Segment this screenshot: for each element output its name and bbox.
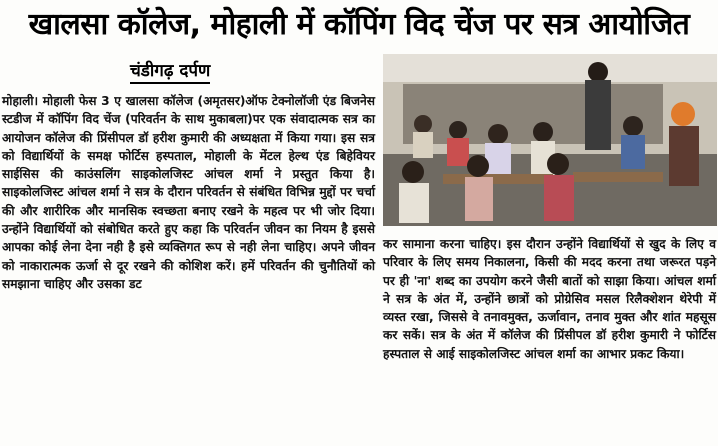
- headline: खालसा कॉलेज, मोहाली में कॉपिंग विद चेंज पर सत्र आयोजित: [28, 7, 690, 42]
- classroom-photo-illustration: [383, 54, 717, 226]
- article-text-left-column: मोहाली। मोहाली फेस 3 ए खालसा कॉलेज (अमृतसर)ऑफ टेक्नोलॉजी एंड बिजनेस स्टडीज में कॉपिंग विद चेंज (परिवर्तन के साथ मुकाबला)पर एक संवादात्मक सत्र का आयोजन कॉलेज की प्रिंसीपल डॉ हरीश कुमारी की अध्यक्षता में किया गया। इस सत्र को विद्यार्थियों के समक्ष फोर्टिस हस्पताल, मोहाली के मेंटल हेल्थ एंड बिहेवियर साईसिस की काउंसलिंग साइकोलजिस्ट आंचल शर्मा ने प्रस्तुत किया है। साइकोलजिस्ट आंचल शर्मा ने सत्र के दौरान परिवर्तन से संबंधित विभिन्न मुद्दों पर चर्चा की और शारीरिक और मानसिक स्वच्छता बनाए रखने के महत्व पर भी जोर दिया। उन्होंने विद्यार्थियों को संबोधित करते हुए कहा कि परिवर्तन जीवन का नियम है इससे आपका कोई लेना देना नही है इसे व्यक्तिगत रूप से नही लेना चाहिए। अपने जीवन को नाकारात्मक ऊर्जा से दूर रखने की कोशिश करें। हमें परिवर्तन की चुनौतियों को समझाना चाहिए और उसका डट: [2, 94, 375, 291]
- news-photo: [383, 54, 717, 226]
- byline: चंडीगढ़ दर्पण: [130, 58, 210, 84]
- article-text-right-column: कर सामाना करना चाहिए। इस दौरान उन्होंने विद्यार्थियों से खुद के लिए व परिवार के लिए समय निकालना, किसी की मदद करना तथा जरूरत पड़ने पर ही 'ना' शब्द का उपयोग करने जैसी बातों को साझा किया। आंचल शर्मा ने सत्र के अंत में, उन्होंने छात्रों को प्रोग्रेसिव मसल रिलैक्शेशन थेरेपी में व्यस्त रखा, जिससे वे तनावमुक्त, ऊर्जावान, तनाव मुक्त और शांत महसूस कर सकें। सत्र के अंत में कॉलेज की प्रिंसीपल डॉ हरीश कुमारी ने फोर्टिस हस्पताल से आई साइकोलजिस्ट आंचल शर्मा का आभार प्रकट किया।: [383, 237, 716, 361]
